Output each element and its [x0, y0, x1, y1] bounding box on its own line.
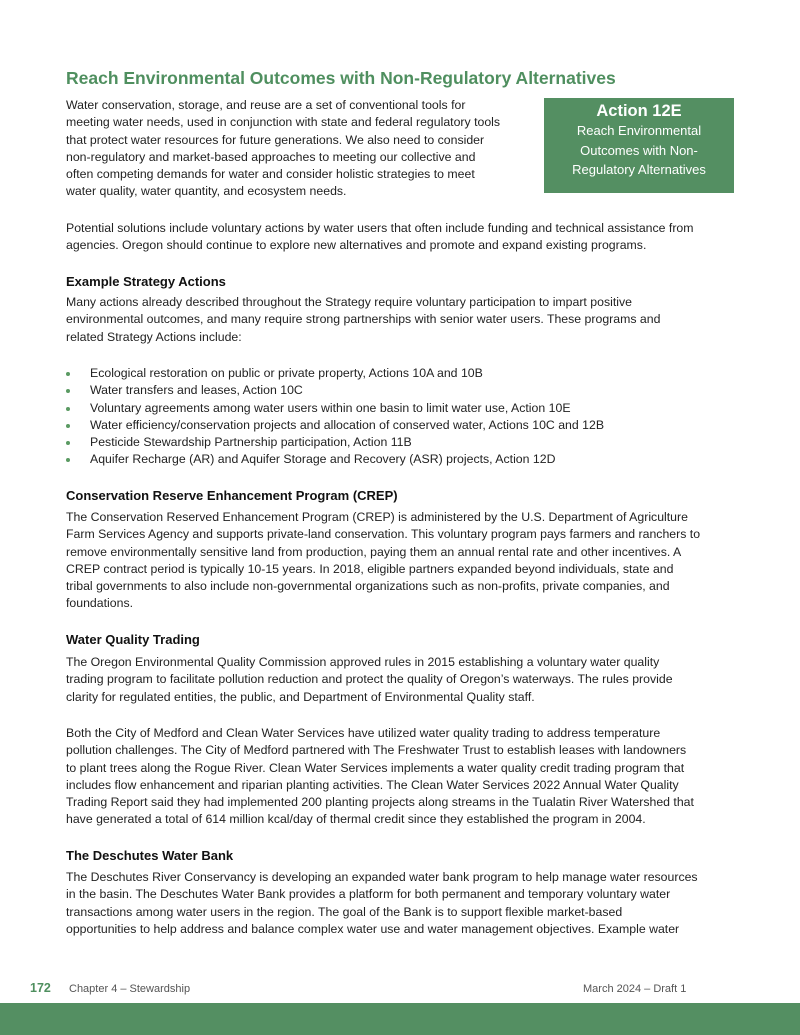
deschutes-paragraph [66, 869, 698, 938]
text-line: agencies. Oregon should continue to explore new alternatives and promote and expand existing programs. [66, 238, 647, 253]
section-heading-example-actions: Example Strategy Actions [66, 274, 226, 289]
wqt-paragraph-1 [66, 654, 673, 706]
text-line: Potential solutions include voluntary actions by water users that often include funding and technical assistance from [66, 221, 694, 235]
bullet-icon [66, 372, 70, 376]
action-callout-title: Action 12E [596, 102, 682, 120]
footer-band [0, 1003, 800, 1035]
text-line: related Strategy Actions include: [66, 329, 242, 344]
bullet-icon [66, 389, 70, 393]
footer-chapter: Chapter 4 – Stewardship [69, 983, 191, 995]
text-line: non-regulatory and market-based approaches to meeting our collective and [66, 149, 476, 164]
text-line: trading program to facilitate pollution reduction and protect the quality of Oregon’s waterways. The rules provide [66, 672, 673, 687]
text-line: Water conservation, storage, and reuse are a set of conventional tools for [66, 98, 466, 112]
text-line: The Oregon Environmental Quality Commission approved rules in 2015 establishing a voluntary water quality [66, 655, 660, 669]
page-title: Reach Environmental Outcomes with Non-Regulatory Alternatives [66, 68, 616, 88]
bullet-icon [66, 407, 70, 411]
list-item-text: Voluntary agreements among water users within one basin to limit water use, Action 10E [90, 400, 571, 415]
list-item-text: Ecological restoration on public or private property, Actions 10A and 10B [90, 366, 483, 380]
text-line: environmental outcomes, and many require strong partnerships with senior water users. These programs and [66, 312, 661, 327]
text-line: meeting water needs, used in conjunction with state and federal regulatory tools [66, 115, 501, 130]
footer-date: March 2024 – Draft 1 [583, 983, 687, 995]
bullet-icon [66, 458, 70, 462]
text-line: Trading Report said they had implemented 200 planting projects along streams in the Tualatin River Watershed that [66, 795, 694, 810]
action-callout-line: Reach Environmental [576, 123, 702, 138]
list-item-text: Water transfers and leases, Action 10C [90, 383, 303, 398]
text-line: opportunities to help address and balance complex water use and water management objectives. Example water [66, 921, 680, 936]
text-line: that protect water resources for future generations. We also need to consider [66, 132, 485, 147]
list-item-text: Water efficiency/conservation projects and allocation of conserved water, Actions 10C and 12B [90, 417, 605, 432]
text-line: in the basin. The Deschutes Water Bank provides a platform for both permanent and temporary voluntary water [66, 887, 671, 902]
text-line: The Conservation Reserved Enhancement Program (CREP) is administered by the U.S. Department of Agriculture [66, 510, 688, 524]
bullet-icon [66, 441, 70, 445]
solutions-paragraph [66, 220, 694, 255]
action-callout-line: Regulatory Alternatives [572, 162, 706, 177]
text-line: tribal governments to also include non-governmental organizations such as non-profits, private companies, and [66, 579, 670, 594]
text-line: water quality, water quantity, and ecosystem needs. [66, 184, 347, 199]
text-line: have generated a total of 614 million kcal/day of thermal credit since they established the program in 2004. [66, 812, 646, 827]
text-line: pollution challenges. The City of Medford partnered with The Freshwater Trust to establish leases with landowners [66, 743, 687, 758]
wqt-paragraph-2 [66, 725, 694, 829]
list-item [66, 382, 604, 399]
section-heading-crep: Conservation Reserve Enhancement Program (CREP) [66, 488, 398, 503]
crep-paragraph [66, 509, 700, 613]
text-line: to plant trees along the Rogue River. Clean Water Services implements a water quality credit trading program that [66, 760, 685, 775]
text-line: often competing demands for water and consider holistic strategies to meet [66, 167, 475, 182]
list-item [66, 400, 604, 417]
list-item-text: Aquifer Recharge (AR) and Aquifer Storage and Recovery (ASR) projects, Action 12D [90, 452, 556, 467]
action-callout-line: Outcomes with Non- [580, 142, 698, 158]
text-line: clarity for regulated entities, the public, and Department of Environmental Quality staff. [66, 689, 535, 704]
page-number: 172 [30, 981, 51, 995]
example-paragraph [66, 294, 660, 346]
text-line: Both the City of Medford and Clean Water Services have utilized water quality trading to address temperature [66, 726, 661, 740]
text-line: Many actions already described throughout the Strategy require voluntary participation to impart positive [66, 295, 632, 309]
text-line: foundations. [66, 596, 134, 611]
text-line: includes flow enhancement and riparian planting activities. The Clean Water Services 2022 Annual Water Quality [66, 777, 679, 792]
list-item [66, 434, 604, 451]
section-heading-water-quality-trading: Water Quality Trading [66, 632, 200, 647]
intro-paragraph [66, 97, 500, 201]
list-item-text: Pesticide Stewardship Partnership participation, Action 11B [90, 435, 412, 450]
text-line: CREP contract period is typically 10-15 years. In 2018, eligible partners expanded beyond individuals, state and [66, 561, 674, 576]
bullet-icon [66, 424, 70, 428]
list-item [66, 417, 604, 434]
strategy-actions-list [66, 365, 604, 469]
text-line: transactions among water users in the region. The goal of the Bank is to support flexible market-based [66, 904, 623, 919]
action-callout-box [544, 98, 734, 193]
text-line: remove environmentally sensitive land from production, paying them an annual rental rate and other incentives. A [66, 544, 682, 559]
section-heading-deschutes: The Deschutes Water Bank [66, 848, 234, 863]
text-line: The Deschutes River Conservancy is developing an expanded water bank program to help manage water resources [66, 870, 698, 884]
text-line: Farm Services Agency and supports private-land conservation. This voluntary program pays farmers and ranchers to [66, 527, 701, 542]
list-item [66, 365, 604, 382]
list-item [66, 451, 604, 468]
